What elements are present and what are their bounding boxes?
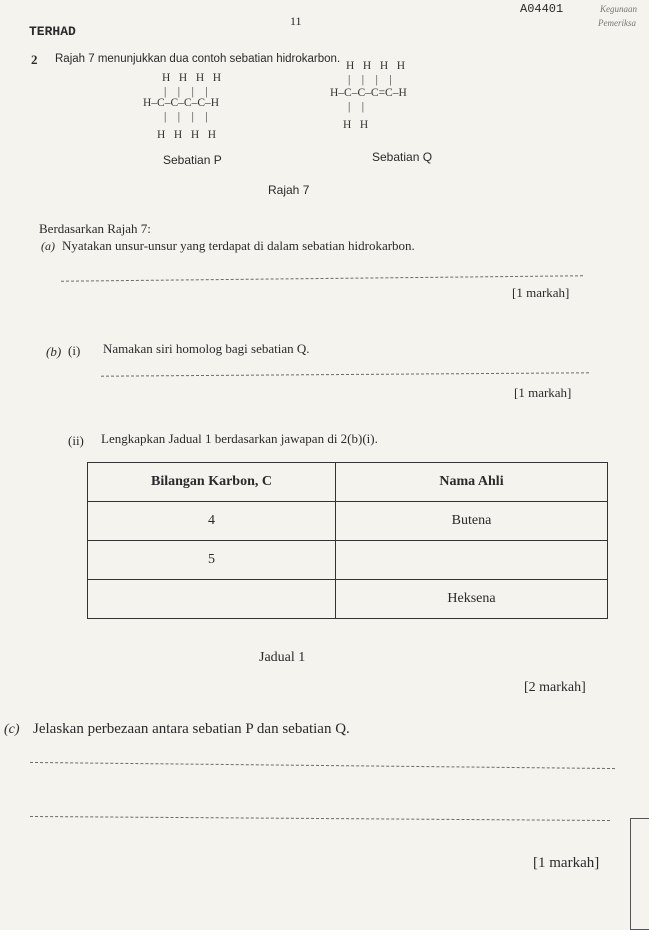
- margin-label-sub: Pemeriksa: [598, 18, 636, 28]
- question-number: 2: [31, 52, 38, 67]
- part-b-i-question: Namakan siri homolog bagi sebatian Q.: [103, 341, 310, 356]
- part-a-answer-line[interactable]: [61, 275, 583, 281]
- part-a-marks: [1 markah]: [512, 285, 570, 300]
- page-number: 11: [290, 14, 302, 28]
- header-classification: TERHAD: [29, 24, 76, 39]
- compound-p-main-chain: H–C–C–C–C–H: [143, 97, 220, 109]
- jadual-1-table: [87, 462, 608, 619]
- part-c-answer-line-2[interactable]: [30, 816, 610, 821]
- margin-label-top: Kegunaan: [600, 4, 637, 14]
- table-header-row: [88, 463, 608, 502]
- part-c-marks: [1 markah]: [533, 855, 600, 871]
- part-b-label: (b): [46, 344, 62, 359]
- part-b-ii-label: (ii): [68, 433, 84, 448]
- part-b-i-label: (i): [68, 343, 81, 358]
- compound-p-label: Sebatian P: [163, 153, 222, 167]
- examiner-mark-box: [630, 818, 649, 930]
- compound-q-label: Sebatian Q: [372, 150, 433, 164]
- part-c-question: Jelaskan perbezaan antara sebatian P dan sebatian Q.: [33, 721, 350, 737]
- part-a-question: Nyatakan unsur-unsur yang terdapat di dalam sebatian hidrokarbon.: [62, 238, 415, 253]
- table-header-cell: Nama Ahli: [336, 463, 608, 502]
- part-b-ii-question: Lengkapkan Jadual 1 berdasarkan jawapan di 2(b)(i).: [101, 431, 378, 446]
- compound-q-top-row: H H H H: [346, 60, 406, 72]
- table-cell-name: Heksena: [336, 580, 608, 619]
- table-cell-name: Butena: [336, 502, 608, 541]
- table-caption: Jadual 1: [259, 650, 306, 665]
- compound-p-top-row: H H H H: [162, 72, 222, 84]
- part-b-ii-marks: [2 markah]: [524, 680, 586, 695]
- table-header-cell: Bilangan Karbon, C: [88, 463, 336, 502]
- part-c-label: (c): [4, 722, 20, 737]
- part-a-label: (a): [41, 239, 55, 253]
- table-row: [88, 541, 608, 580]
- compound-q-main-chain: H–C–C–C=C–H: [330, 87, 407, 99]
- table-cell-carbon: 5: [88, 541, 336, 580]
- figure-caption: Rajah 7: [268, 183, 310, 197]
- compound-q-bottom-row: H H: [343, 119, 369, 131]
- table-row: [88, 502, 608, 541]
- table-cell-name-blank[interactable]: [336, 541, 608, 580]
- part-b-i-marks: [1 markah]: [514, 385, 572, 400]
- table-cell-carbon-blank[interactable]: [88, 580, 336, 619]
- based-on-text: Berdasarkan Rajah 7:: [39, 221, 151, 236]
- compound-p-bottom-row: H H H H: [157, 129, 217, 141]
- question-intro: Rajah 7 menunjukkan dua contoh sebatian hidrokarbon.: [55, 53, 341, 65]
- paper-code: A04401: [520, 2, 564, 16]
- table-cell-carbon: 4: [88, 502, 336, 541]
- part-c-answer-line-1[interactable]: [30, 762, 615, 769]
- table-row: [88, 580, 608, 619]
- part-b-i-answer-line[interactable]: [101, 372, 589, 376]
